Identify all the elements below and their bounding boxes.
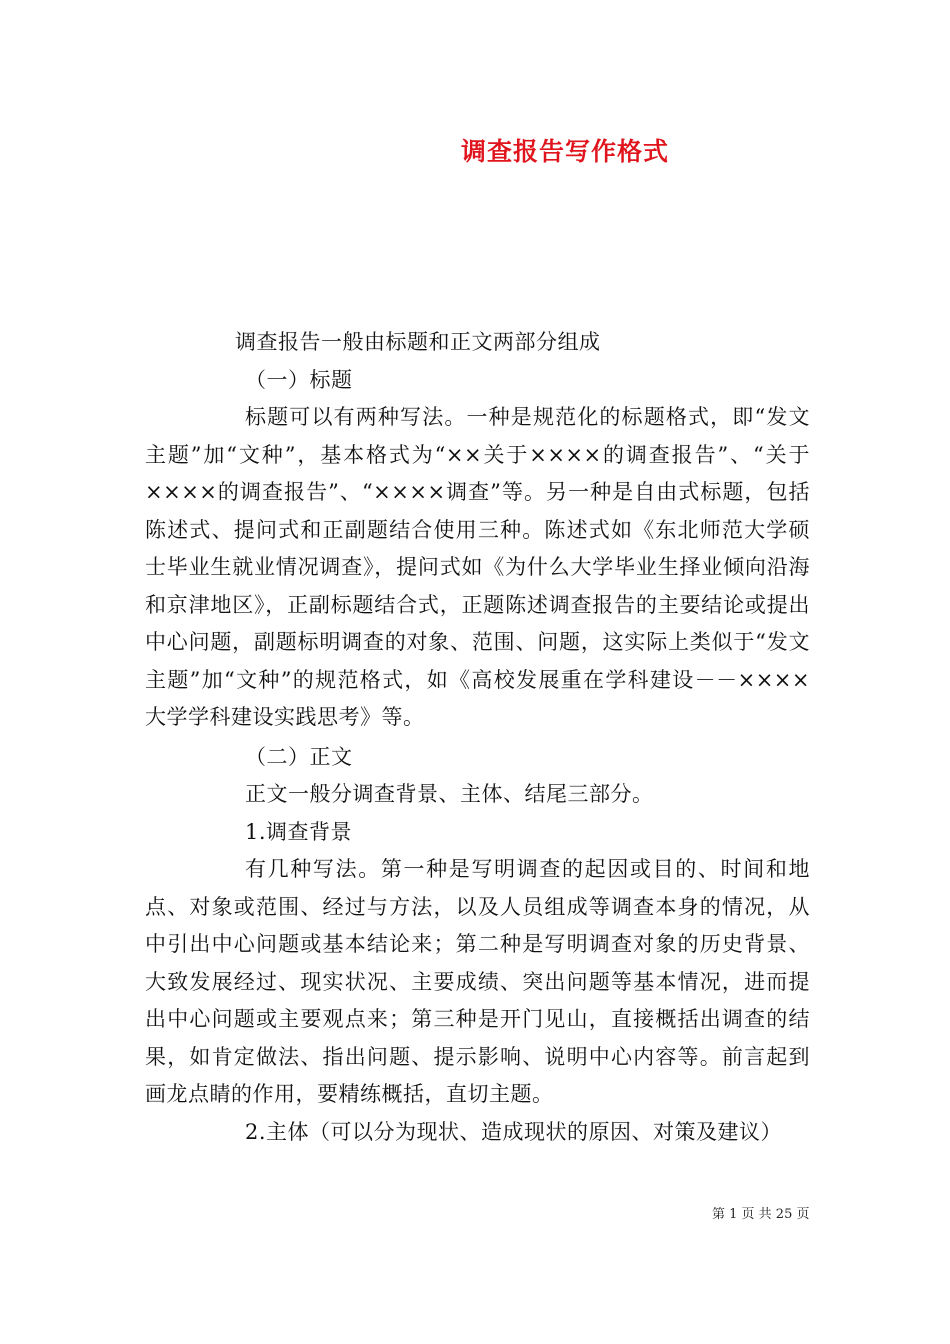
title-paragraph: 标题可以有两种写法。一种是规范化的标题格式，即“发文主题”加“文种”，基本格式为“××关于××××的调查报告”、“关于××××的调查报告”、“××××调查”等。另一种是自由式标题，包括陈述式、提问式和正副题结合使用三种。陈述式如《东北师范大学硕士毕业生就业情况调查》，提问式如《为什么大学毕业生择业倾向沿海和京津地区》，正副标题结合式，正题陈述调查报告的主要结论或提出中心问题，副题标明调查的对象、范围、问题，这实际上类似于“发文主题”加“文种”的规范格式，如《高校发展重在学科建设－－××××大学学科建设实践思考》等。 [145, 405, 810, 729]
section-heading-title: （一）标题 [245, 367, 353, 392]
intro-line: 调查报告一般由标题和正文两部分组成 [235, 330, 601, 354]
subheading-main-body: 2.主体（可以分为现状、造成现状的原因、对策及建议） [245, 1119, 783, 1144]
document-body [145, 324, 810, 1151]
page-number: 第 1 页 共 25 页 [712, 1207, 810, 1222]
body-intro-line: 正文一般分调查背景、主体、结尾三部分。 [245, 782, 654, 806]
background-paragraph: 有几种写法。第一种是写明调查的起因或目的、时间和地点、对象或范围、经过与方法，以及人员组成等调查本身的情况，从中引出中心问题或基本结论来；第二种是写明调查对象的历史背景、大致发展经过、现实状况、主要成绩、突出问题等基本情况，进而提出中心问题或主要观点来；第三种是开门见山，直接概括出调查的结果，如肯定做法、指出问题、提示影响、说明中心内容等。前言起到画龙点睛的作用，要精练概括，直切主题。 [145, 857, 810, 1106]
subheading-background: 1.调查背景 [245, 819, 353, 844]
document-title: 调查报告写作格式 [460, 137, 669, 166]
section-heading-body: （二）正文 [245, 744, 353, 769]
